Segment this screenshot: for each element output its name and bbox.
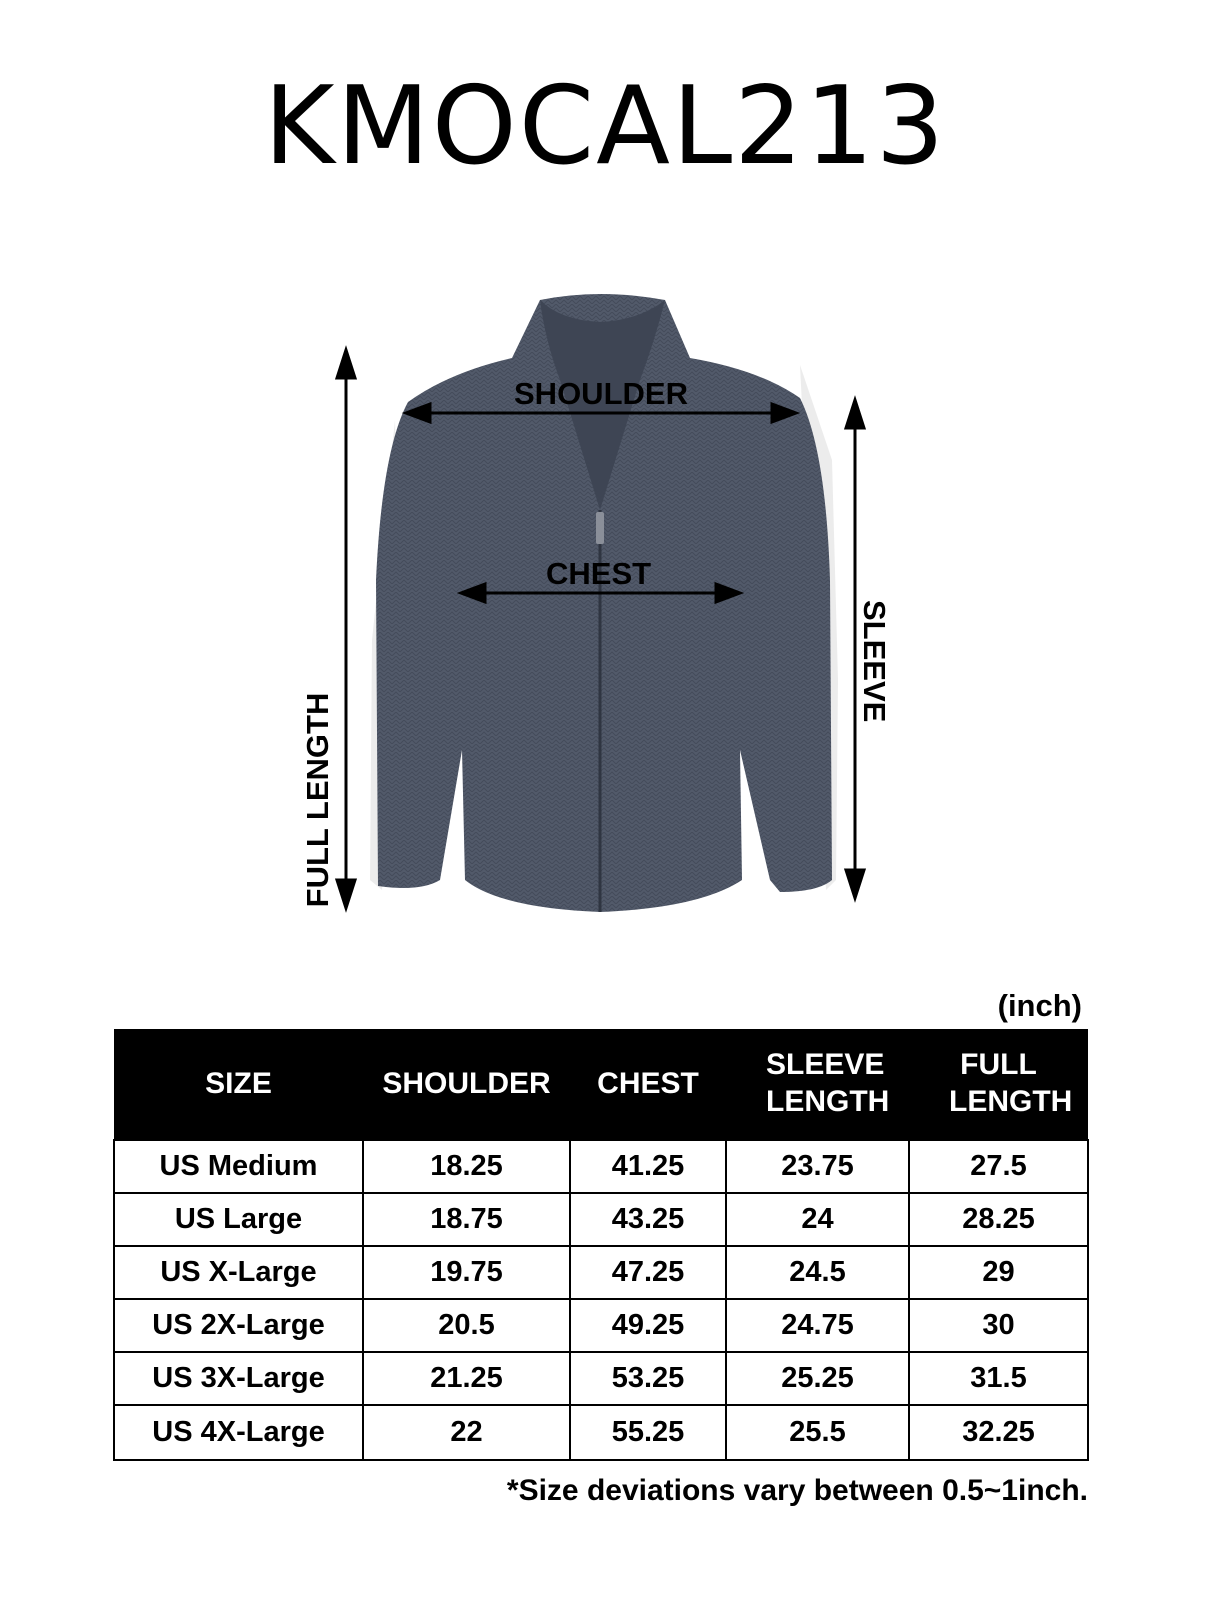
full-length-cell: 27.5 bbox=[909, 1140, 1088, 1193]
size-cell: US 2X-Large bbox=[114, 1299, 363, 1352]
full-length-arrow bbox=[337, 350, 355, 908]
full-length-cell: 29 bbox=[909, 1246, 1088, 1299]
shoulder-cell: 21.25 bbox=[363, 1352, 570, 1405]
chest-cell: 55.25 bbox=[570, 1405, 726, 1460]
sleeve-cell: 24 bbox=[726, 1193, 909, 1246]
shoulder-cell: 18.75 bbox=[363, 1193, 570, 1246]
chest-cell: 49.25 bbox=[570, 1299, 726, 1352]
product-code-title: KMOCAL213 bbox=[263, 64, 947, 189]
sleeve-cell: 24.5 bbox=[726, 1246, 909, 1299]
shoulder-cell: 19.75 bbox=[363, 1246, 570, 1299]
size-chart-table bbox=[113, 1029, 1089, 1461]
table-row bbox=[114, 1246, 1088, 1299]
shoulder-label: SHOULDER bbox=[514, 376, 688, 411]
chest-cell: 43.25 bbox=[570, 1193, 726, 1246]
table-row bbox=[114, 1352, 1088, 1405]
chest-cell: 41.25 bbox=[570, 1140, 726, 1193]
sleeve-cell: 24.75 bbox=[726, 1299, 909, 1352]
header-shoulder: SHOULDER bbox=[363, 1029, 570, 1140]
size-cell: US 3X-Large bbox=[114, 1352, 363, 1405]
size-cell: US Large bbox=[114, 1193, 363, 1246]
size-cell: US Medium bbox=[114, 1140, 363, 1193]
header-chest: CHEST bbox=[570, 1029, 726, 1140]
header-size: SIZE bbox=[114, 1029, 363, 1140]
chest-label: CHEST bbox=[546, 556, 652, 591]
chest-cell: 53.25 bbox=[570, 1352, 726, 1405]
size-cell: US 4X-Large bbox=[114, 1405, 363, 1460]
table-row bbox=[114, 1140, 1088, 1193]
header-sleeve-length: SLEEVE LENGTH bbox=[726, 1029, 909, 1140]
garment-diagram bbox=[0, 280, 1230, 940]
header-full-length: FULL LENGTH bbox=[909, 1029, 1088, 1140]
zipper-pull bbox=[596, 512, 604, 544]
chest-cell: 47.25 bbox=[570, 1246, 726, 1299]
size-deviation-note: *Size deviations vary between 0.5~1inch. bbox=[506, 1474, 1088, 1507]
shoulder-cell: 22 bbox=[363, 1405, 570, 1460]
table-row bbox=[114, 1299, 1088, 1352]
unit-label: (inch) bbox=[997, 988, 1082, 1023]
shoulder-cell: 20.5 bbox=[363, 1299, 570, 1352]
full-length-cell: 28.25 bbox=[909, 1193, 1088, 1246]
table-row bbox=[114, 1193, 1088, 1246]
table-header-row bbox=[114, 1029, 1088, 1140]
full-length-cell: 32.25 bbox=[909, 1405, 1088, 1460]
full-length-cell: 30 bbox=[909, 1299, 1088, 1352]
size-cell: US X-Large bbox=[114, 1246, 363, 1299]
sleeve-cell: 25.25 bbox=[726, 1352, 909, 1405]
full-length-cell: 31.5 bbox=[909, 1352, 1088, 1405]
table-row bbox=[114, 1405, 1088, 1460]
sleeve-cell: 23.75 bbox=[726, 1140, 909, 1193]
shoulder-cell: 18.25 bbox=[363, 1140, 570, 1193]
sleeve-cell: 25.5 bbox=[726, 1405, 909, 1460]
sleeve-label: SLEEVE bbox=[857, 600, 892, 723]
full-length-label: FULL LENGTH bbox=[300, 692, 335, 908]
